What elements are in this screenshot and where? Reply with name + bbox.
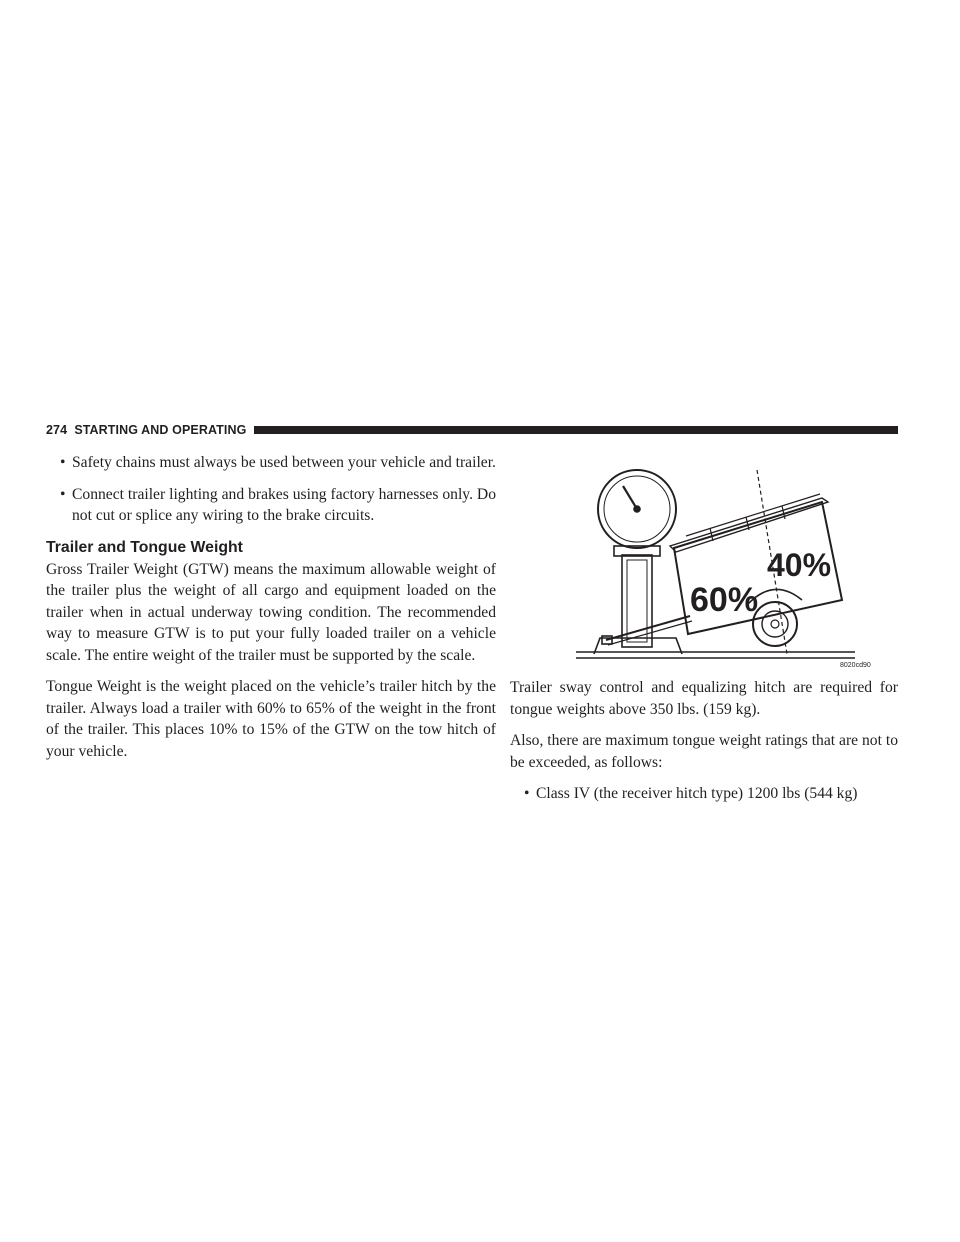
- label-front-weight: 60%: [690, 581, 759, 619]
- label-rear-weight: 40%: [767, 547, 832, 583]
- bullet-text: Safety chains must always be used between your vehicle and trailer.: [72, 454, 496, 471]
- figure-code: 8020cd90: [840, 662, 871, 669]
- bullet-dot: •: [60, 485, 66, 503]
- trailer-on-scale-illustration: [510, 462, 898, 672]
- paragraph-max-ratings: Also, there are maximum tongue weight ratings that are not to be exceeded, as follows:: [510, 732, 898, 771]
- header-rule: [254, 426, 898, 434]
- paragraph-tongue-weight: Tongue Weight is the weight placed on the vehicle’s trailer hitch by the trailer. Always load a trailer with 60% to 65% of the weight in the front of the trailer. This places 10% to 15% of the GTW on the tow hitch of your vehicle.: [46, 678, 496, 760]
- right-column: [510, 462, 898, 815]
- bullet-item: [46, 484, 496, 527]
- paragraph-sway-control: Trailer sway control and equalizing hitch are required for tongue weights above 350 lbs. (159 kg).: [510, 679, 898, 718]
- section-heading: Trailer and Tongue Weight: [46, 538, 243, 556]
- bullet-text: Connect trailer lighting and brakes using factory harnesses only. Do not cut or splice any wiring to the brake circuits.: [72, 485, 496, 524]
- bullet-dot: •: [524, 785, 530, 802]
- bullet-item: [510, 783, 898, 805]
- bullet-text: Class IV (the receiver hitch type) 1200 lbs (544 kg): [536, 785, 858, 802]
- page-number: 274: [46, 423, 68, 437]
- paragraph-gtw: Gross Trailer Weight (GTW) means the maximum allowable weight of the trailer plus the weight of all cargo and equipment loaded on the trailer when in actual underway towing condition. The recommended way to measure GTW is to put your fully loaded trailer on a vehicle scale. The entire weight of the trailer must be supported by the scale.: [46, 560, 496, 664]
- bullet-item: [46, 452, 496, 474]
- section-title: STARTING AND OPERATING: [74, 423, 247, 437]
- trailer-scale-figure: [510, 462, 898, 672]
- bullet-dot: •: [60, 454, 66, 471]
- page-header: [46, 421, 898, 439]
- left-column: [46, 452, 496, 772]
- page-header-text: [46, 423, 246, 437]
